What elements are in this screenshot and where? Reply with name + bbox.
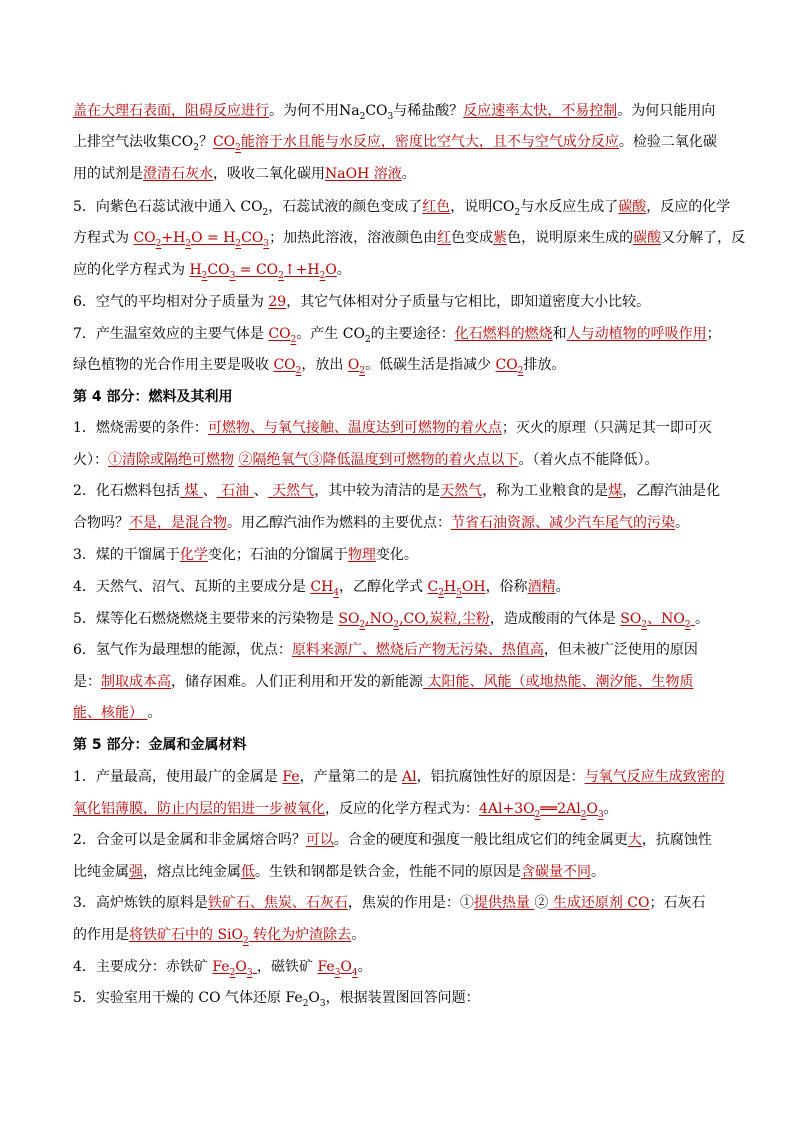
body-text: ，造成酸雨的气体是 xyxy=(489,611,621,627)
body-text: ，称为工业粮食的是 xyxy=(482,483,609,499)
answer-text: OH xyxy=(461,579,486,595)
body-text: 2．化石燃料包括 xyxy=(73,483,180,499)
answer-subscript: 5 xyxy=(456,587,462,598)
body-text: ，乙醇汽油是化 xyxy=(622,483,721,499)
answer-subscript: 3 xyxy=(334,967,341,978)
answer-text: 碳酸 xyxy=(618,199,647,215)
answer-text: 物理 xyxy=(347,547,376,563)
answer-text: H xyxy=(443,579,457,595)
text-line xyxy=(73,101,715,121)
body-text: 。产生 CO xyxy=(296,326,365,342)
body-text: ，其它气体相对分子质量与它相比，即知道密度大小比较。 xyxy=(286,294,651,310)
body-text: 又分解了，反 xyxy=(661,230,746,246)
body-text: ，焦炭的作用是：① xyxy=(347,895,474,911)
answer-subscript: 2 xyxy=(201,270,208,281)
answer-text: O xyxy=(235,959,247,975)
answer-text: 石油 xyxy=(216,483,254,499)
answer-text: 与氧气反应生成致密的 xyxy=(584,769,725,785)
answer-text: CO xyxy=(212,134,236,150)
body-text: 变化。 xyxy=(375,547,418,563)
answer-text: 大 xyxy=(627,832,642,848)
body-text: 。为何只能用向 xyxy=(617,103,716,119)
answer-text: +H xyxy=(161,230,186,246)
body-text: 。（着火点不能降低）。 xyxy=(518,452,659,468)
body-text: 色变成 xyxy=(451,230,494,246)
body-text: 、 xyxy=(253,483,268,499)
answer-text: = CO xyxy=(235,262,279,278)
body-text: ；加热此溶液，溶液颜色由 xyxy=(269,230,438,246)
text-line xyxy=(73,957,372,977)
answer-text: Al xyxy=(402,769,417,785)
answer-subscript: 2 xyxy=(359,365,366,376)
subscript: 3 xyxy=(319,998,326,1009)
body-text: ，其中较为清洁的是 xyxy=(314,483,441,499)
answer-text: 提供热量 xyxy=(473,895,535,911)
body-text: O xyxy=(308,990,320,1006)
answer-text: 节省石油资源、减少汽车尾气的污染 xyxy=(451,515,675,531)
answer-subscript: 2 xyxy=(235,142,241,153)
heading-text: 第 4 部分：燃料及其利用 xyxy=(73,389,233,405)
answer-text: 能、核能） xyxy=(73,705,148,721)
body-text: 。 xyxy=(401,166,416,182)
answer-text: SO xyxy=(620,611,642,627)
subscript: 3 xyxy=(387,111,394,122)
answer-text: 盖在大理石表面，阻碍反应进行 xyxy=(73,103,269,119)
answer-text: 澄清石灰水 xyxy=(143,166,213,182)
answer-text: 人与动植物的呼吸作用 xyxy=(566,326,707,342)
answer-text: 酒精 xyxy=(527,579,556,595)
answer-text: ══2Al xyxy=(540,801,581,817)
body-text: CO xyxy=(365,103,388,119)
body-text: 绿色植物的光合作用主要是吸收 xyxy=(73,357,274,373)
answer-text: 不是，是混合物 xyxy=(129,515,227,531)
body-text: 。低碳生活是指减少 xyxy=(365,357,496,373)
body-text: ，说明CO xyxy=(450,199,515,215)
body-text: ；石灰石 xyxy=(649,895,706,911)
body-text: 用的试剂是 xyxy=(73,166,143,182)
answer-text: Fe xyxy=(282,769,300,785)
body-text: ，放出 xyxy=(301,357,348,373)
body-text: 比纯金属 xyxy=(73,864,129,880)
answer-text: 强 xyxy=(129,864,143,880)
answer-subscript: 2 xyxy=(359,619,366,630)
text-line xyxy=(73,862,605,882)
answer-subscript: 2 xyxy=(641,619,648,630)
answer-subscript: 3 xyxy=(229,270,236,281)
answer-subscript: 2 xyxy=(290,334,297,345)
answer-subscript: 3 xyxy=(246,967,253,978)
answer-subscript: 2 xyxy=(684,619,691,630)
answer-text: 红 xyxy=(437,230,452,246)
body-text: 6．氢气作为最理想的能源，优点： xyxy=(73,642,292,658)
answer-text: 紫 xyxy=(493,230,508,246)
body-text: ； xyxy=(706,326,721,342)
answer-text: 碳酸 xyxy=(633,230,662,246)
text-line xyxy=(73,418,712,438)
answer-text: SO xyxy=(338,611,360,627)
answer-text: ①清除或隔绝可燃物 xyxy=(108,452,234,468)
answer-subscript: 3 xyxy=(263,238,270,249)
body-text: 。 xyxy=(603,801,618,817)
body-text: 。 xyxy=(357,959,372,975)
answer-text: ③降低温度到可燃物的着火点以下 xyxy=(308,452,519,468)
answer-text: CO xyxy=(241,230,264,246)
body-text: 合物吗？ xyxy=(73,515,129,531)
body-text: 与稀盐酸？ xyxy=(393,103,464,119)
body-text: ，石蕊试液的颜色变成了 xyxy=(268,199,423,215)
answer-text: ↑+H xyxy=(283,262,320,278)
body-text: 。检验二氧化碳 xyxy=(618,134,717,150)
body-text: 和 xyxy=(552,326,567,342)
answer-text: 29 xyxy=(268,294,287,310)
body-text: ，铝抗腐蚀性好的原因是： xyxy=(416,769,585,785)
answer-subscript: 2 xyxy=(517,365,524,376)
body-text: 。 xyxy=(147,705,162,721)
body-text: ，抗腐蚀性 xyxy=(641,832,712,848)
body-text: 2．合金可以是金属和非金属熔合吗？ xyxy=(73,832,306,848)
body-text: 4．天然气、沼气、瓦斯的主要成分是 xyxy=(73,579,311,595)
subscript: 2 xyxy=(364,334,371,345)
answer-text: 氧化铝薄膜，防止内层的铝进一步被氧化 xyxy=(73,801,325,817)
body-text: 变化；石油的分馏属于 xyxy=(207,547,348,563)
body-text: 3．煤的干馏属于 xyxy=(73,547,180,563)
body-text: ，但未被广泛使用的原因 xyxy=(543,642,698,658)
answer-text: O xyxy=(586,801,598,817)
answer-text: 反应速率太快，不易控制 xyxy=(463,103,618,119)
text-line xyxy=(73,228,745,248)
text-line xyxy=(73,164,416,184)
answer-text: 含碳量不同 xyxy=(521,864,591,880)
answer-text: Fe xyxy=(212,959,230,975)
body-text: 3．高炉炼铁的原料是 xyxy=(73,895,208,911)
body-text: ？ xyxy=(198,134,213,150)
answer-text: O = H xyxy=(191,230,236,246)
answer-subscript: 2 xyxy=(229,967,236,978)
text-line xyxy=(73,925,365,945)
answer-text: O xyxy=(340,959,352,975)
body-text: ，根据装置图回答问题： xyxy=(325,990,480,1006)
body-text: ，反应的化学方程式为： xyxy=(325,801,479,817)
answer-text: H xyxy=(189,262,202,278)
body-text: 的主要途径： xyxy=(370,326,455,342)
answer-text: CO xyxy=(495,357,518,373)
text-line xyxy=(73,260,351,280)
subscript: 2 xyxy=(514,207,521,218)
text-line xyxy=(73,355,565,375)
answer-text: ,NO xyxy=(365,611,394,627)
body-text: 6．空气的平均相对分子质量为 xyxy=(73,294,269,310)
section-heading xyxy=(73,387,233,407)
answer-subscript: 2 xyxy=(235,238,242,249)
body-text: 7．产生温室效应的主要气体是 xyxy=(73,326,269,342)
text-line xyxy=(73,988,480,1008)
answer-subscript: 4 xyxy=(351,967,358,978)
body-text: 。生铁和钢都是铁合金，性能不同的原因是 xyxy=(255,864,521,880)
text-line xyxy=(73,672,693,692)
body-text: 。用乙醇汽油作为燃料的主要优点： xyxy=(227,515,451,531)
answer-subscript: 2 xyxy=(185,238,192,249)
answer-subscript: 3 xyxy=(597,809,604,820)
body-text: 5．向紫色石蕊试液中通入 CO xyxy=(73,199,263,215)
answer-text: 原料来源广、燃烧后产物无污染、热值高 xyxy=(291,642,544,658)
answer-subscript: 4 xyxy=(333,587,340,598)
body-text: 。 xyxy=(336,262,351,278)
text-line xyxy=(73,513,689,533)
answer-text: CO xyxy=(268,326,291,342)
subscript: 2 xyxy=(262,207,269,218)
body-text: ，俗称 xyxy=(485,579,528,595)
answer-text: CH xyxy=(310,579,334,595)
answer-text: ,CO,炭粒,尘粉 xyxy=(399,611,490,627)
answer-subscript: 2 xyxy=(319,270,326,281)
text-line xyxy=(73,830,712,850)
body-text: ，储存困难。人们正利用和开发的新能源 xyxy=(171,674,423,690)
answer-text: 煤 xyxy=(608,483,623,499)
body-text: 。 xyxy=(591,864,605,880)
body-text: 火）： xyxy=(73,452,108,468)
answer-text: 可燃物、与氧气接触、温度达到可燃物的着火点 xyxy=(207,420,502,436)
answer-text: C xyxy=(427,579,439,595)
answer-text: 天然气 xyxy=(267,483,315,499)
answer-text: 制取成本高 xyxy=(101,674,171,690)
text-line xyxy=(73,292,650,312)
body-text: 色，说明原来生成的 xyxy=(507,230,634,246)
answer-subscript: 2 xyxy=(243,935,249,946)
body-text: 。为何不用Na xyxy=(269,103,360,119)
body-text: 排放。 xyxy=(523,357,566,373)
body-text: 的作用是 xyxy=(73,927,129,943)
answer-text: 化石燃料的燃烧 xyxy=(454,326,553,342)
body-text: ，吸收二氧化碳用 xyxy=(213,166,325,182)
answer-text: 化学 xyxy=(179,547,208,563)
subscript: 2 xyxy=(359,111,366,122)
text-line xyxy=(73,767,725,787)
answer-subscript: 2 xyxy=(580,809,587,820)
body-text: ② xyxy=(534,895,549,911)
text-line xyxy=(73,893,705,913)
answer-subscript: 2 xyxy=(278,270,284,281)
body-text: ，熔点比纯金属 xyxy=(143,864,241,880)
answer-text: O xyxy=(325,262,337,278)
body-text: 是： xyxy=(73,674,101,690)
answer-text: O xyxy=(347,357,360,373)
body-text: 上排空气法收集CO xyxy=(73,134,194,150)
body-text: ，乙醇化学式 xyxy=(339,579,428,595)
answer-text: CO xyxy=(207,262,230,278)
text-line xyxy=(73,197,730,217)
answer-text: NaOH 溶液 xyxy=(325,166,402,182)
answer-text: 将铁矿石中的 SiO xyxy=(129,927,243,943)
answer-text: ②隔绝氧气 xyxy=(238,452,309,468)
body-text: 5．煤等化石燃烧燃烧主要带来的污染物是 xyxy=(73,611,339,627)
answer-text: CO xyxy=(133,230,156,246)
body-text: 1．燃烧需要的条件： xyxy=(73,420,208,436)
answer-text: 煤 xyxy=(179,483,203,499)
body-text: 、 xyxy=(202,483,217,499)
text-line xyxy=(73,703,161,723)
answer-text: 转化为炉渣除去 xyxy=(248,927,352,943)
answer-text: CO xyxy=(273,357,296,373)
answer-subscript: 2 xyxy=(155,238,162,249)
body-text: 。 xyxy=(351,927,366,943)
body-text: 与水反应生成了 xyxy=(520,199,619,215)
answer-text: 、NO xyxy=(647,611,685,627)
subscript: 2 xyxy=(193,142,199,153)
answer-text: 太阳能、风能（或地热能、潮汐能、生物质 xyxy=(423,674,694,690)
text-line xyxy=(73,545,418,565)
body-text: ，磁铁矿 xyxy=(257,959,318,975)
body-text: 。 xyxy=(555,579,570,595)
answer-subscript: 2 xyxy=(295,365,302,376)
body-text: ；灭火的原理（只满足其一即可灭 xyxy=(501,420,712,436)
answer-text: 天然气 xyxy=(440,483,483,499)
answer-text: 铁矿石、焦炭、石灰石 xyxy=(207,895,348,911)
body-text: 。合金的硬度和强度一般比组成它们的纯金属更 xyxy=(333,832,628,848)
answer-text: 生成还原剂 CO xyxy=(548,895,650,911)
body-text: 。 xyxy=(695,611,710,627)
body-text: 方程式为 xyxy=(73,230,134,246)
answer-text: 可以 xyxy=(305,832,334,848)
answer-subscript: 2 xyxy=(438,587,444,598)
answer-subscript: 2 xyxy=(393,619,400,630)
body-text: ，反应的化学 xyxy=(646,199,731,215)
text-line xyxy=(73,609,709,629)
answer-text: 4Al+3O xyxy=(479,801,535,817)
body-text: 5．实验室用干燥的 CO 气体还原 Fe xyxy=(73,990,303,1006)
answer-text: 能溶于水且能与水反应，密度比空气大，且不与空气成分反应 xyxy=(240,134,619,150)
body-text: 1．产量最高，使用最广的金属是 xyxy=(73,769,283,785)
body-text: 应的化学方程式为 xyxy=(73,262,190,278)
text-line xyxy=(73,324,721,344)
section-heading xyxy=(73,735,247,755)
answer-text: 红色 xyxy=(422,199,451,215)
answer-text: 低 xyxy=(241,864,255,880)
text-line xyxy=(73,799,618,819)
heading-text: 第 5 部分：金属和金属材料 xyxy=(73,737,247,753)
subscript: 2 xyxy=(302,998,309,1009)
text-line xyxy=(73,481,720,501)
body-text: ，产量第二的是 xyxy=(299,769,403,785)
answer-text: Fe xyxy=(317,959,335,975)
text-line xyxy=(73,577,570,597)
text-line xyxy=(73,132,717,152)
body-text: 。 xyxy=(675,515,689,531)
text-line xyxy=(73,450,658,470)
body-text: 4．主要成分：赤铁矿 xyxy=(73,959,213,975)
text-line xyxy=(73,640,698,660)
answer-subscript: 2 xyxy=(534,809,541,820)
